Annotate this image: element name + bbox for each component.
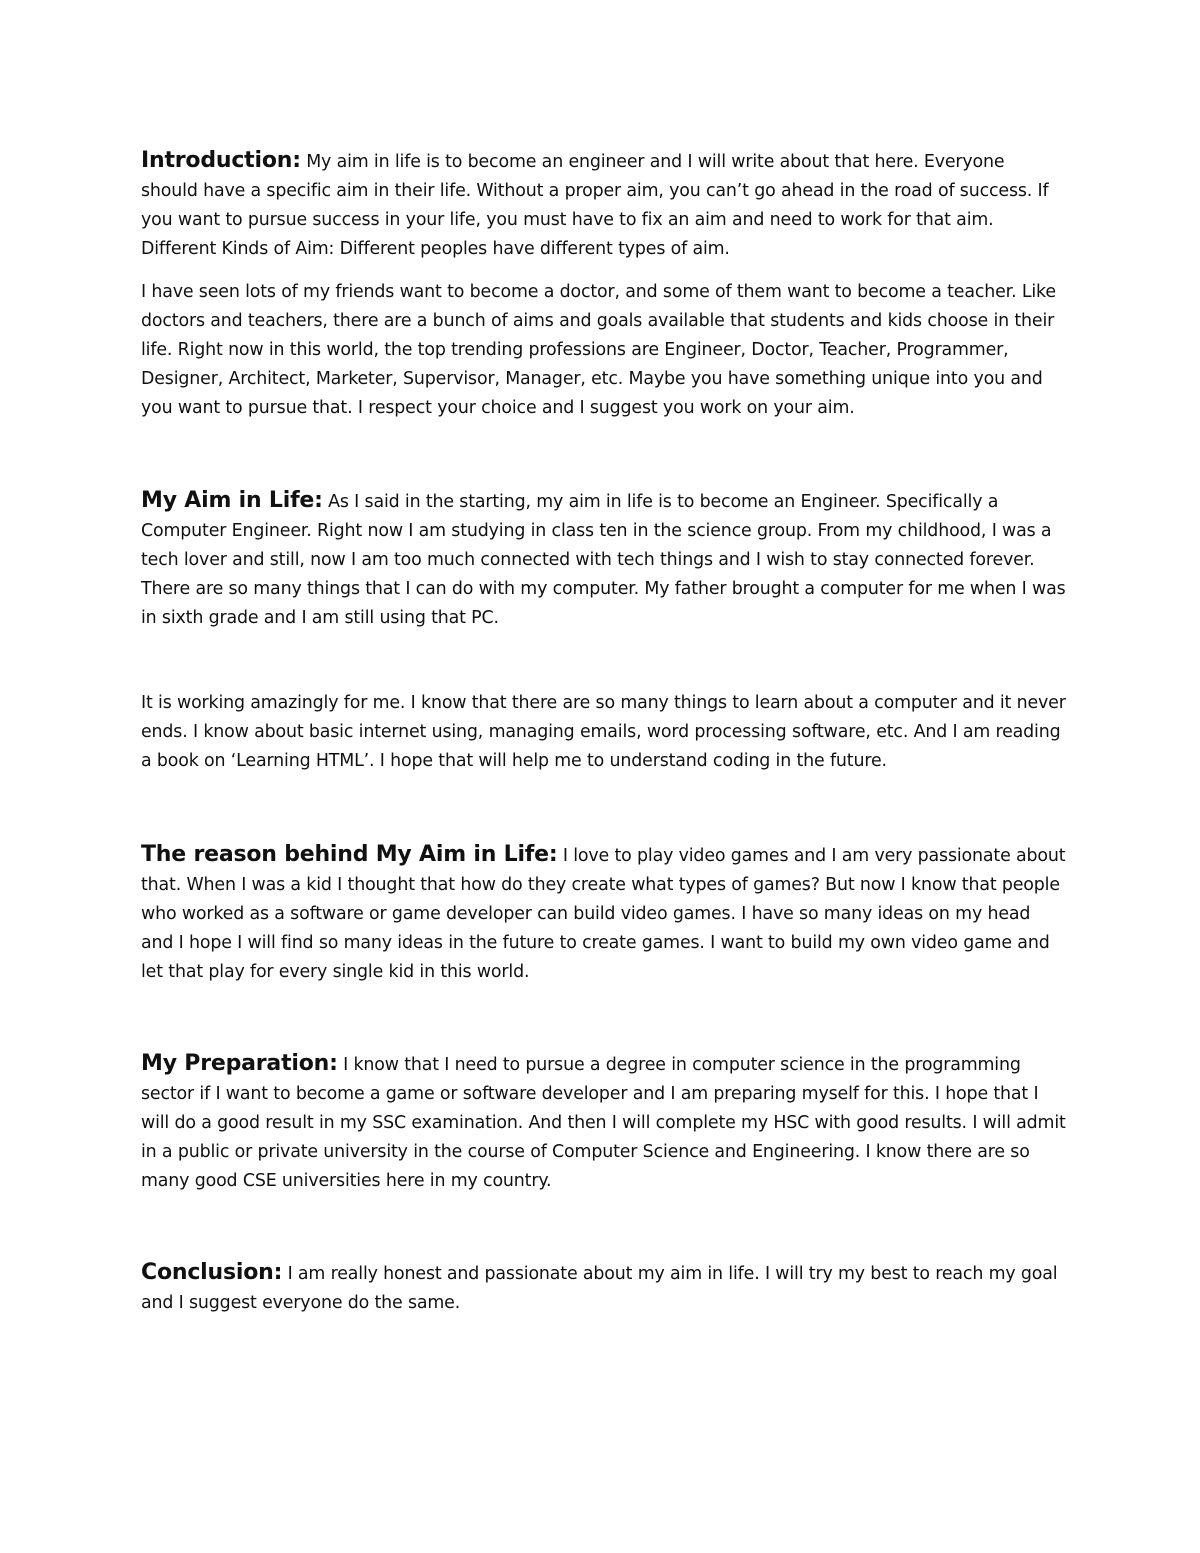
paragraph-introduction: [141, 146, 1066, 264]
paragraph-reason: [141, 840, 1066, 987]
heading-introduction: Introduction:: [141, 148, 301, 173]
heading-my-aim: My Aim in Life:: [141, 488, 323, 513]
text-introduction: My aim in life is to become an engineer and I will write about that here. Everyone should have a specific aim in their life. Without a proper aim, you can’t go ahead in the road of success. If you want to pursue success in your life, you must have to fix an aim and need to work for that aim. Different Kinds of Aim: Different peoples have different types of aim.: [141, 152, 1049, 259]
paragraph-friends: [141, 278, 1066, 423]
paragraph-preparation: [141, 1049, 1066, 1196]
text-conclusion: I am really honest and passionate about my aim in life. I will try my best to reach my goal and I suggest everyone do the same.: [141, 1264, 1058, 1313]
paragraph-conclusion: [141, 1258, 1066, 1318]
text-reason: I love to play video games and I am very passionate about that. When I was a kid I thought that how do they create what types of games? But now I know that people who worked as a software or game developer can build video games. I have so many ideas on my head and I hope I will find so many ideas in the future to create games. I want to build my own video game and let that play for every single kid in this world.: [141, 846, 1066, 982]
heading-preparation: My Preparation:: [141, 1051, 338, 1076]
heading-conclusion: Conclusion:: [141, 1260, 283, 1285]
paragraph-my-aim: [141, 486, 1066, 633]
text-friends: I have seen lots of my friends want to become a doctor, and some of them want to become a teacher. Like doctors and teachers, there are a bunch of aims and goals available that students and kids choose in their life. Right now in this world, the top trending professions are Engineer, Doctor, Teacher, Programmer, Designer, Architect, Marketer, Supervisor, Manager, etc. Maybe you have something unique into you and you want to pursue that. I respect your choice and I suggest you work on your aim.: [141, 282, 1056, 418]
paragraph-working: [141, 689, 1066, 776]
text-working: It is working amazingly for me. I know that there are so many things to learn about a computer and it never ends. I know about basic internet using, managing emails, word processing software, etc. And I am reading a book on ‘Learning HTML’. I hope that will help me to understand coding in the future.: [141, 693, 1066, 771]
text-preparation: I know that I need to pursue a degree in computer science in the programming sector if I want to become a game or software developer and I am preparing myself for this. I hope that I will do a good result in my SSC examination. And then I will complete my HSC with good results. I will admit in a public or private university in the course of Computer Science and Engineering. I know there are so many good CSE universities here in my country.: [141, 1055, 1066, 1191]
heading-reason: The reason behind My Aim in Life:: [141, 842, 558, 867]
text-my-aim: As I said in the starting, my aim in life is to become an Engineer. Specifically a Computer Engineer. Right now I am studying in class ten in the science group. From my childhood, I was a tech lover and still, now I am too much connected with tech things and I wish to stay connected forever. There are so many things that I can do with my computer. My father brought a computer for me when I was in sixth grade and I am still using that PC.: [141, 492, 1066, 628]
